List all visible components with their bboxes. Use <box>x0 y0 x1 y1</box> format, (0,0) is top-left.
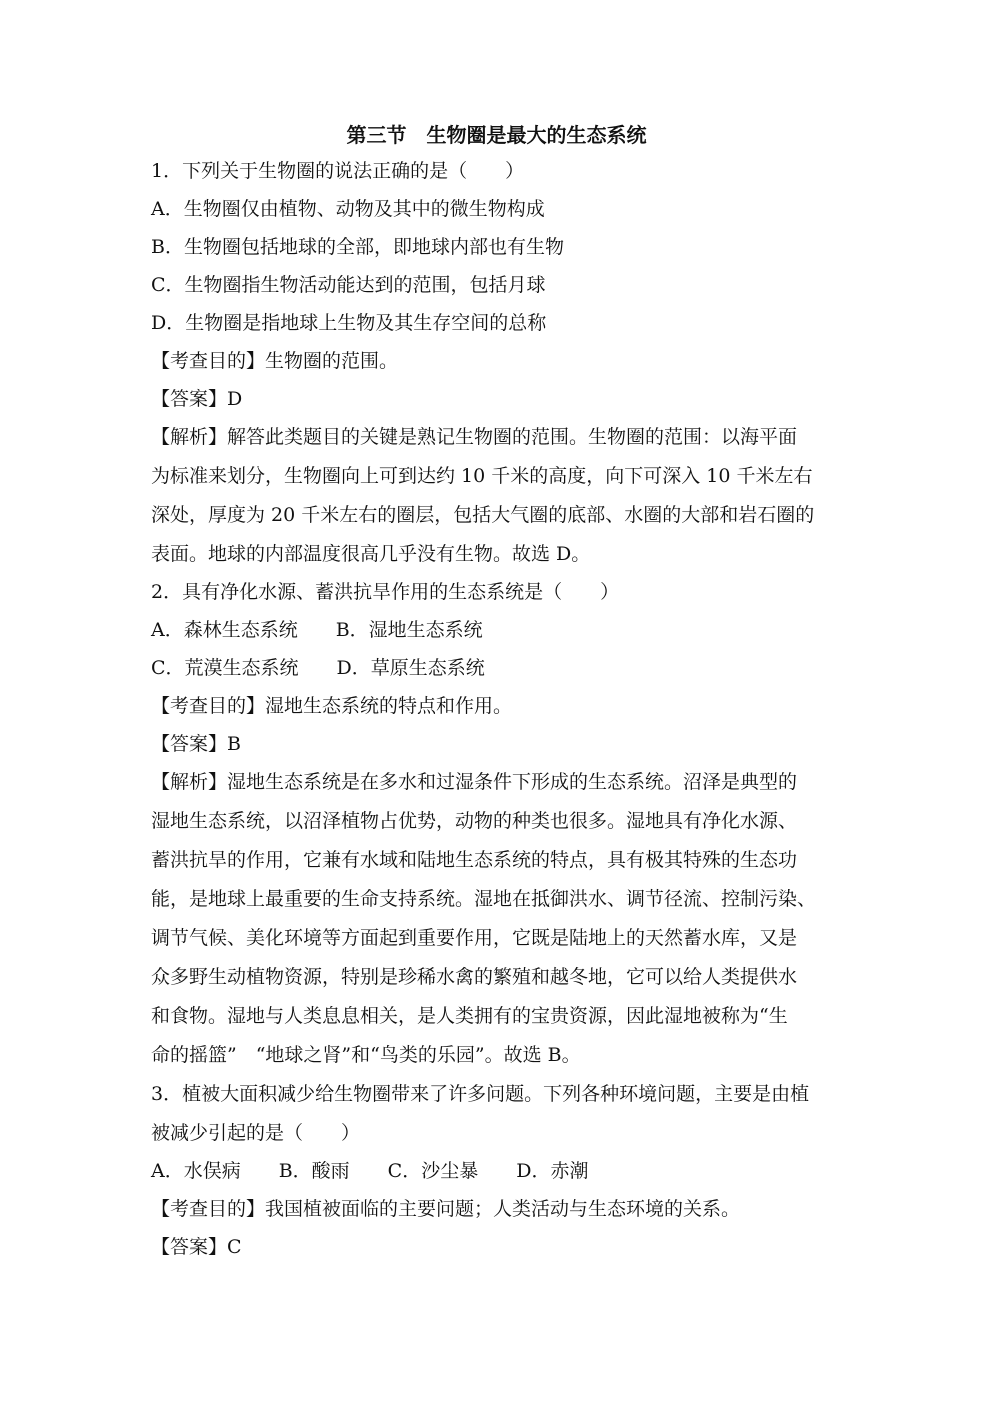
question-2-analysis-line <box>151 767 851 797</box>
question-1-analysis-line: 表面。地球的内部温度很高几乎没有生物。故选 D。 <box>151 543 591 565</box>
purpose-text: 生物圈的范围。 <box>265 350 399 372</box>
question-1-analysis-line <box>151 422 851 452</box>
question-1-option-d: D．生物圈是指地球上生物及其生存空间的总称 <box>151 312 547 334</box>
question-2-analysis-line: 蓄洪抗旱的作用，它兼有水域和陆地生态系统的特点，具有极其特殊的生态功 <box>151 849 798 871</box>
analysis-text: 湿地生态系统是在多水和过湿条件下形成的生态系统。沼泽是典型的 <box>227 771 798 793</box>
purpose-label: 【考查目的】 <box>151 350 266 372</box>
question-2-analysis-line: 命的摇篮” “地球之肾”和“鸟类的乐园”。故选 B。 <box>151 1044 581 1066</box>
answer-text: D <box>227 388 243 410</box>
question-3-stem: 被减少引起的是（ ） <box>151 1122 361 1144</box>
question-2-analysis-line: 湿地生态系统，以沼泽植物占优势，动物的种类也很多。湿地具有净化水源、 <box>151 810 798 832</box>
answer-text: B <box>227 733 241 755</box>
question-1-analysis-line: 为标准来划分，生物圈向上可到达约 10 千米的高度，向下可深入 10 千米左右 <box>151 465 813 487</box>
question-3-options-row: A．水俣病 B．酸雨 C．沙尘暴 D．赤潮 <box>151 1160 589 1182</box>
answer-label: 【答案】 <box>151 733 228 755</box>
question-3-stem: 3．植被大面积减少给生物圈带来了许多问题。下列各种环境问题，主要是由植 <box>151 1083 810 1105</box>
answer-text: C <box>227 1236 242 1258</box>
question-2-analysis-line: 能，是地球上最重要的生命支持系统。湿地在抵御洪水、调节径流、控制污染、 <box>151 888 817 910</box>
purpose-label: 【考查目的】 <box>151 1198 266 1220</box>
question-1-option-b: B．生物圈包括地球的全部，即地球内部也有生物 <box>151 236 564 258</box>
purpose-label: 【考查目的】 <box>151 695 266 717</box>
analysis-label: 【解析】 <box>151 771 228 793</box>
question-1-option-a: A．生物圈仅由植物、动物及其中的微生物构成 <box>151 198 545 220</box>
question-1-stem: 1．下列关于生物圈的说法正确的是（ ） <box>151 160 525 182</box>
question-2-stem: 2．具有净化水源、蓄洪抗旱作用的生态系统是（ ） <box>151 581 620 603</box>
question-3-answer <box>151 1232 851 1262</box>
purpose-text: 我国植被面临的主要问题；人类活动与生态环境的关系。 <box>265 1198 741 1220</box>
question-3-purpose <box>151 1194 851 1224</box>
question-2-options-row: C．荒漠生态系统 D．草原生态系统 <box>151 657 485 679</box>
question-1-answer <box>151 384 851 414</box>
question-2-purpose <box>151 691 851 721</box>
answer-label: 【答案】 <box>151 388 228 410</box>
question-2-answer <box>151 729 851 759</box>
analysis-text: 解答此类题目的关键是熟记生物圈的范围。生物圈的范围：以海平面 <box>227 426 798 448</box>
question-2-analysis-line: 众多野生动植物资源，特别是珍稀水禽的繁殖和越冬地，它可以给人类提供水 <box>151 966 798 988</box>
analysis-label: 【解析】 <box>151 426 228 448</box>
question-1-purpose <box>151 346 851 376</box>
answer-label: 【答案】 <box>151 1236 228 1258</box>
question-2-analysis-line: 调节气候、美化环境等方面起到重要作用，它既是陆地上的天然蓄水库，又是 <box>151 927 798 949</box>
purpose-text: 湿地生态系统的特点和作用。 <box>265 695 513 717</box>
question-2-options-row: A．森林生态系统 B．湿地生态系统 <box>151 619 483 641</box>
question-2-analysis-line: 和食物。湿地与人类息息相关，是人类拥有的宝贵资源，因此湿地被称为“生 <box>151 1005 788 1027</box>
section-title: 第三节 生物圈是最大的生态系统 <box>346 123 647 147</box>
question-1-option-c: C．生物圈指生物活动能达到的范围，包括月球 <box>151 274 546 296</box>
question-1-analysis-line: 深处，厚度为 20 千米左右的圈层，包括大气圈的底部、水圈的大部和岩石圈的 <box>151 504 815 526</box>
